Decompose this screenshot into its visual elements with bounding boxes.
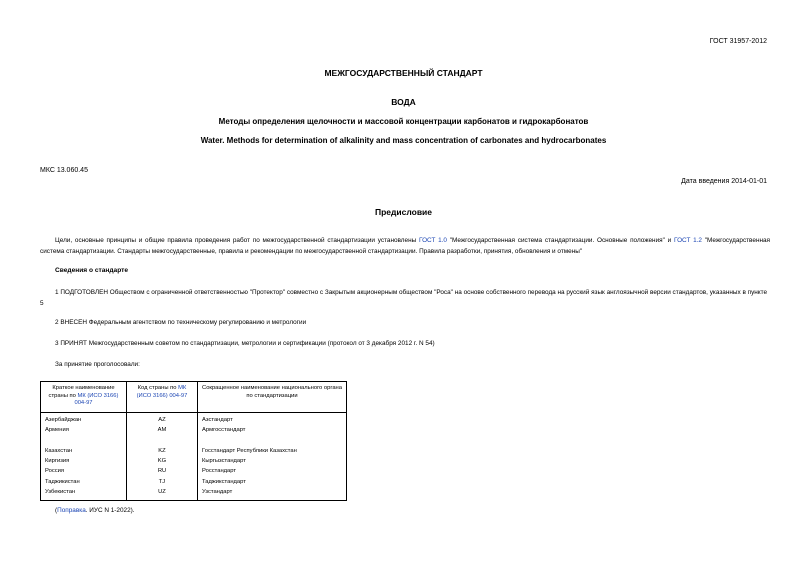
amendment-note: (Поправка. ИУС N 1-2022). [55,507,135,514]
introduction-date: Дата введения 2014-01-01 [681,178,767,185]
table-header-row [41,382,347,413]
standards-body-cell: Армгосстандарт [202,427,246,434]
country-cell: Казахстан [45,447,73,454]
code-cell: RU [127,466,198,476]
adopted-by-paragraph: 3 ПРИНЯТ Межгосударственным советом по стандартизации, метрологии и сертификации (протокол от 3 декабря 2012 г. N 54) [55,340,435,347]
amendment-link[interactable]: Поправка [57,507,86,514]
country-cell: Азербайджан [45,417,82,423]
table-row [41,425,347,435]
code-cell [127,436,198,446]
code-cell: UZ [127,487,198,501]
country-cell: Армения [45,427,69,434]
standards-body-cell: Азстандарт [202,417,233,423]
table-row [41,456,347,466]
country-cell: Россия [45,468,65,475]
foreword-heading: Предисловие [374,207,433,217]
mks-code: МКС 13.060.45 [40,167,88,174]
prepared-by-paragraph: 1 ПОДГОТОВЛЕН Обществом с ограниченной ответственностью "Протектор" совместно с Закрытым акционерным обществом "Роса" на основе собственного перевода на русский язык англоязычной версии стандартов, указанных в пункте 5 [40,289,768,307]
code-cell: KZ [127,446,198,456]
country-cell [41,436,127,446]
standard-type-heading: МЕЖГОСУДАРСТВЕННЫЙ СТАНДАРТ [324,68,483,78]
code-cell: AM [127,425,198,435]
gost-1-2-link[interactable]: ГОСТ 1.2 [673,237,702,244]
header-country-name: Краткое наименование страны по МК (ИСО 3166) 004-97 [41,382,127,413]
foreword-text-b: "Межгосударственная система стандартизации. Основные положения" и [447,237,674,244]
gost-1-0-link[interactable]: ГОСТ 1.0 [418,237,447,244]
document-subtitle-en: Water. Methods for determination of alkalinity and mass concentration of carbonates and hydrocarbonates [200,136,607,145]
standards-body-cell: Кыргызстандарт [202,458,246,465]
country-cell: Таджикистан [45,478,80,485]
mk-iso-3166-link[interactable]: МК (ИСО 3166) 004-97 [74,392,119,406]
standards-body-cell: Таджикстандарт [202,478,246,485]
table-row [41,436,347,446]
code-cell: AZ [127,413,198,426]
code-cell: KG [127,456,198,466]
voting-countries-table [40,381,347,501]
foreword-paragraph [40,236,770,257]
country-cell: Киргизия [45,458,70,465]
standards-body-cell: Узстандарт [202,489,233,496]
standards-body-cell [198,436,347,446]
table-row [41,413,347,426]
country-cell: Узбекистан [45,489,76,496]
mk-iso-3166-link[interactable]: МК (ИСО 3166) 004-97 [136,385,188,399]
standards-body-cell: Госстандарт Республики Казахстан [202,447,297,454]
table-row [41,446,347,456]
table-row [41,466,347,476]
header-country-code: Код страны по МК (ИСО 3166) 004-97 [127,382,198,413]
table-row [41,487,347,501]
foreword-text-c: "Межгосударственная система стандартизации. Стандарты межгосударственные, правила и рекомендации по межгосударственной стандартизации. Правила разработки, принятия, обновления и отмены" [40,237,771,255]
document-title: ВОДА [391,97,416,107]
standards-body-cell: Росстандарт [202,468,237,475]
submitted-by-paragraph: 2 ВНЕСЕН Федеральным агентством по техническому регулированию и метрологии [55,319,307,326]
standard-info-heading: Сведения о стандарте [55,267,129,274]
voted-for-paragraph: За принятие проголосовали: [55,361,140,368]
foreword-text-a: Цели, основные принципы и общие правила проведения работ по межгосударственной стандартизации установлены [55,237,419,244]
code-cell: TJ [127,477,198,487]
table-row [41,477,347,487]
document-number: ГОСТ 31957-2012 [709,38,767,45]
header-standards-body: Сокращенное наименование национального органа по стандартизации [198,382,347,413]
document-subtitle-ru: Методы определения щелочности и массовой концентрации карбонатов и гидрокарбонатов [218,117,589,126]
